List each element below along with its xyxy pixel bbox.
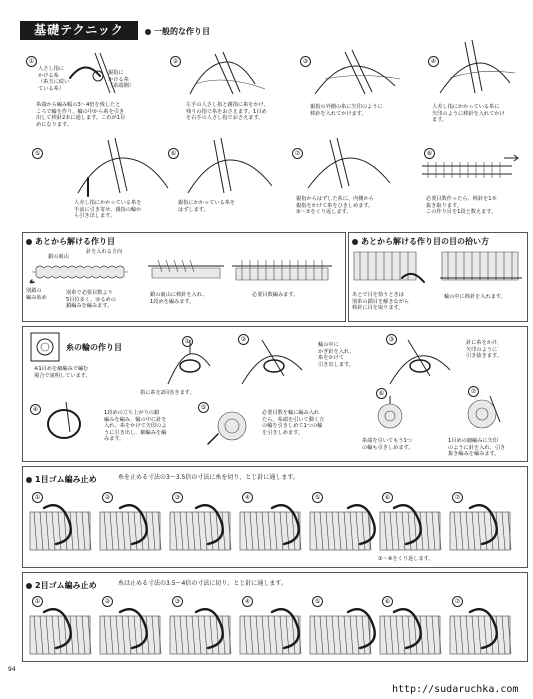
provisional-step2-illustration [148, 254, 228, 284]
label-thumb-yarn: 親指に かける糸 （糸端側） [108, 70, 134, 90]
step-number: ⑦ [292, 148, 303, 159]
label-reverse-bump: 鎖の裏山 [48, 254, 69, 260]
step-number: ② [170, 56, 181, 67]
ring-step7-text: 1目めの細編みに矢印 のように針を入れ、引き 抜き編みを編みます。 [448, 438, 506, 458]
rib-swatch-illustration [30, 608, 94, 654]
ring-step5-text: 必要目数を輪に編み入れ たら、糸端を引いて動く方 の輪を引きしめて1つの輪 を引きしめます。 [262, 410, 325, 436]
page-number: 94 [8, 666, 16, 673]
step-number: ① [182, 336, 193, 347]
step-text: 親指の外側の糸に矢印のように 棒針を入れてかけます。 [310, 104, 383, 117]
step-number: ⑦ [468, 386, 479, 397]
section-title-bind-off-2x2: 2目ゴム編み止め [26, 580, 97, 591]
step-number: ② [238, 334, 249, 345]
rib-swatch-illustration [380, 608, 444, 654]
source-url: http://sudaruchka.com [392, 684, 519, 695]
rib-swatch-illustration [170, 504, 234, 550]
step-number: ⑥ [168, 148, 179, 159]
step-number: ③ [300, 56, 311, 67]
step-number: ⑤ [312, 596, 323, 607]
pickup-text-1: あとで目を拾うときは 別糸の鎖目を解きながら 棒針に目を取ります。 [352, 292, 410, 312]
pickup-text-2: 輪の中に棒針を入れます。 [444, 294, 506, 300]
step-text: 必要目数作ったら、棒針を1本 抜き取ります。 この作り目を1段と数えます。 [426, 196, 497, 216]
ring-step3-text: 針に糸をかけ、 矢印のように 引き抜きます。 [466, 340, 503, 360]
bullet-icon [26, 583, 32, 589]
ring-step7-illustration [460, 392, 504, 436]
step-number: ② [102, 596, 113, 607]
section-title-bind-off-1x1: 1目ゴム編み止め [26, 474, 97, 485]
bullet-icon [26, 477, 32, 483]
provisional-text-1: 別糸で必要目数より 5目位多く、ゆるめの 鎖編みを編みます。 [66, 290, 116, 310]
rib-swatch-illustration [380, 504, 444, 550]
ring-step1-text: 指に糸を2回巻きます。 [140, 390, 195, 396]
provisional-text-3: 必要目数編みます。 [252, 292, 299, 298]
bind-off-2x2-instruction: 糸は止める寸法の3.5〜4倍の寸法に切り、とじ針に通します。 [118, 580, 287, 587]
cast-on-step7-illustration [300, 138, 400, 194]
step-text: 糸端から編み幅の3〜4倍を残したと ころで輪を作り、輪の中から糸を引き 出して棒針2本に通します。これが1目 めになります。 [36, 102, 126, 128]
ring-step4-illustration [40, 402, 92, 446]
section-title-provisional: あとから解ける作り目 [26, 236, 115, 247]
provisional-step3-illustration [232, 254, 336, 284]
cast-on-step6-illustration [180, 138, 280, 198]
step-number: ③ [172, 492, 183, 503]
cast-on-step8-illustration [420, 152, 520, 188]
step-number: ⑦ [452, 596, 463, 607]
bullet-icon [145, 29, 151, 35]
ring-step6-illustration [370, 396, 410, 436]
step-number: ⑥ [382, 596, 393, 607]
bullet-icon [352, 239, 358, 245]
step-number: ④ [30, 404, 41, 415]
step-number: ③ [386, 334, 397, 345]
step-text: 人差し指にかかっている糸に 矢印のように棒針を入れてかけ ます。 [432, 104, 505, 124]
step-text: 親指にかかっている糸を はずします。 [178, 200, 236, 213]
rib-swatch-illustration [450, 608, 514, 654]
label-finger-yarn: 人さし指に かける糸 （糸玉に続い ている糸） [38, 66, 70, 92]
cast-on-step5-illustration [68, 138, 178, 198]
step-number: ⑧ [424, 148, 435, 159]
pickup-step1-illustration [352, 248, 432, 288]
rib-swatch-illustration [170, 608, 234, 654]
step-number: ② [102, 492, 113, 503]
step-text: 親指からはずした糸に、内側から 親指をかけて糸をひきしめます。 ③〜⑦をくり返します。 [296, 196, 374, 216]
step-number: ④ [242, 492, 253, 503]
ring-step5-illustration [206, 404, 256, 448]
rib-swatch-illustration [240, 608, 304, 654]
rib-swatch-illustration [100, 504, 164, 550]
chain-illustration [28, 262, 138, 284]
rib-swatch-illustration [240, 504, 304, 550]
step-number: ④ [242, 596, 253, 607]
section-title-provisional-pickup: あとから解ける作り目の目の拾い方 [352, 236, 489, 247]
section-title-magic-ring: 糸の輪の作り目 [66, 343, 122, 352]
step-number: ⑥ [382, 492, 393, 503]
rib-swatch-illustration [30, 504, 94, 550]
crochet-ring-icon [30, 332, 60, 362]
rib-swatch-illustration [310, 504, 374, 550]
step-number: ① [32, 492, 43, 503]
step-number: ⑥ [376, 388, 387, 399]
section-title-general-cast-on: 一般的な作り目 [145, 26, 210, 37]
rib-swatch-illustration [310, 608, 374, 654]
step-text: 左手の人さし指と親指に糸をかけ、 残りの指で糸をおさえます。1目め を右手の人さし指でおさえます。 [186, 102, 269, 122]
cast-on-step2-illustration [185, 44, 275, 100]
step-text: 人差し指にかかっている糸を 手前に引き寄せ、親指の輪か ら引き出します。 [74, 200, 142, 220]
page-title: 基礎テクニック [20, 21, 138, 40]
step-number: ① [26, 56, 37, 67]
ring-step6-text: 糸端を引いてもう1つ の輪も引きしめます。 [362, 438, 414, 451]
bind-off-1x1-repeat-note: ③〜④をくり返します。 [378, 556, 434, 562]
bind-off-1x1-instruction: 糸を止める寸法の3〜3.5倍の寸法に糸を切り、とじ針に通します。 [118, 474, 299, 481]
provisional-text-2: 鎖の裏山に棒針を入れ、 1段めを編みます。 [150, 292, 208, 305]
step-number: ⑤ [32, 148, 43, 159]
rib-swatch-illustration [450, 504, 514, 550]
step-number: ① [32, 596, 43, 607]
cast-on-step3-illustration [310, 44, 410, 100]
label-needle-direction: 針を入れる方向 [86, 249, 123, 255]
step-number: ③ [172, 596, 183, 607]
bullet-icon [26, 239, 32, 245]
ring-step2-text: 輪の中に かぎ針を入れ、 糸をかけて 引き出します。 [318, 342, 355, 368]
cast-on-step4-illustration [430, 38, 520, 98]
magic-ring-note: ※1目めを細編みで編む 場合で説明しています。 [34, 366, 91, 379]
step-number: ⑦ [452, 492, 463, 503]
label-chain-start: 別鎖の 編み始め [26, 288, 47, 301]
pickup-step2-illustration [440, 248, 524, 288]
step-number: ⑤ [312, 492, 323, 503]
step-number: ④ [428, 56, 439, 67]
rib-swatch-illustration [100, 608, 164, 654]
step-number: ⑤ [198, 402, 209, 413]
ring-step4-text: 1段めの立ち上がりの鎖 編みを編み、輪の中に針を 入れ、糸をかけて矢印のよ うに引き出し、細編みを編 みます。 [104, 410, 167, 443]
